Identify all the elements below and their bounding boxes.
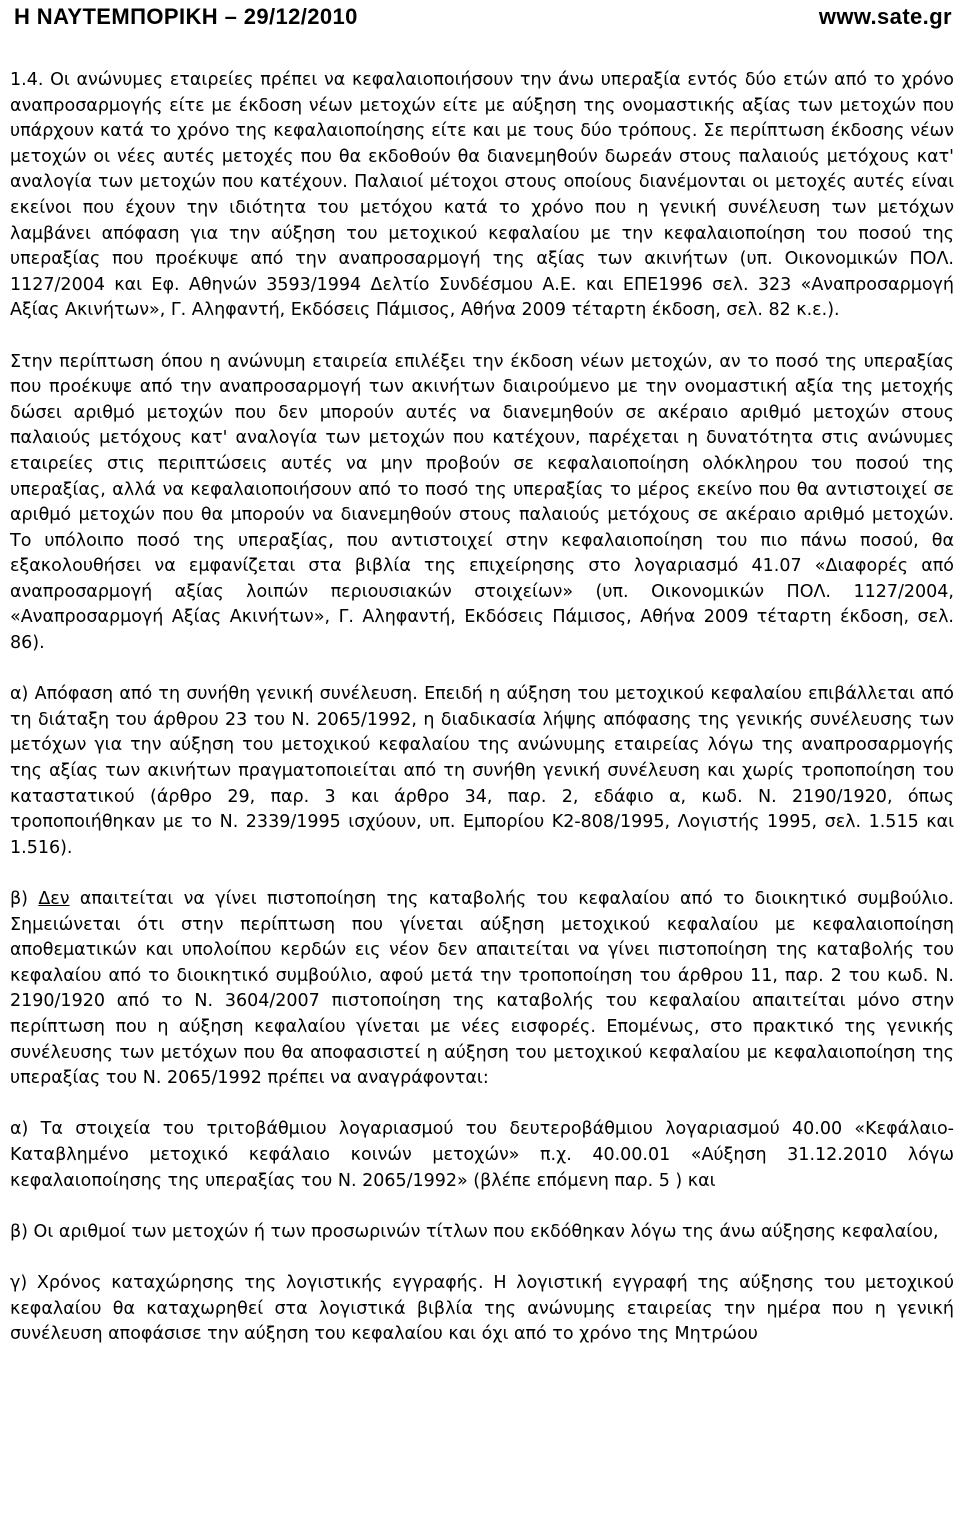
paragraph-account-details [10,1117,954,1194]
paragraph-text: 1.4. Οι ανώνυμες εταιρείες πρέπει να κεφαλαιοποιήσουν την άνω υπεραξία εντός δύο ετών από το χρόνο αναπροσαρμογής είτε με έκδοση νέων μετοχών είτε με αύξηση της ονομαστικής αξίας των μετοχών που υπάρχουν κατά το χρόνο της κεφαλαιοποίησης είτε και με τους δύο τρόπους. Σε περίπτωση έκδοσης νέων μετοχών οι νέες αυτές μετοχές που θα εκδοθούν θα διανεμηθούν δωρεάν στους παλαιούς μετόχους κατ' αναλογία των μετοχών που κατέχουν. Παλαιοί μέτοχοι στους οποίους διανέμονται οι μετοχές αυτές είναι εκείνοι που έχουν την ιδιότητα του μετόχου κατά το χρόνο που η γενική συνέλευση των μετόχων λαμβάνει απόφαση για την αύξηση του μετοχικού κεφαλαίου με την κεφαλαιοποίηση του ποσού της υπεραξίας που προέκυψε από την αναπροσαρμογή της αξίας των ακινήτων (υπ. Οικονομικών ΠΟΛ. 1127/2004 και Εφ. Αθηνών 3593/1994 Δελτίο Συνδέσμου Α.Ε. και ΕΠΕ1996 σελ. 323 «Αναπροσαρμογή Αξίας Ακινήτων», Γ. Αληφαντή, Εκδόσεις Πάμισος, Αθήνα 2009 τέταρτη έκδοση, σελ. 82 κ.ε.). [10,70,954,321]
paragraph-text: α) Τα στοιχεία του τριτοβάθμιου λογαριασμού του δευτεροβάθμιου λογαριασμού 40.00 «Κεφάλαιο-Καταβλημένο μετοχικό κεφάλαιο κοινών μετοχών» π.χ. 40.00.01 «Αύξηση 31.12.2010 λόγω κεφαλαιοποίησης της υπεραξίας του Ν. 2065/1992» (βλέπε επόμενη παρ. 5 ) και [10,1119,954,1191]
newspaper-title: Η ΝΑΥΤΕΜΠΟΡΙΚΗ – 29/12/2010 [14,4,358,29]
paragraph-no-certification [10,887,954,1092]
paragraph-text: β) Οι αριθμοί των μετοχών ή των προσωρινών τίτλων που εκδόθηκαν λόγω της άνω αύξησης κεφαλαίου, [10,1221,939,1242]
paragraph-general-meeting-decision [10,682,954,861]
underlined-word: Δεν [38,889,70,909]
paragraph-entry-timing [10,1271,954,1348]
page-header [0,0,960,34]
site-url: www.sate.gr [818,4,952,29]
paragraph-share-numbers [10,1220,954,1246]
paragraph-text: Στην περίπτωση όπου η ανώνυμη εταιρεία επιλέξει την έκδοση νέων μετοχών, αν το ποσό της υπεραξίας που προέκυψε από την αναπροσαρμογή των ακινήτων διαιρούμενο με την ονομαστική αξία της μετοχής δώσει αριθμό μετοχών που δεν μπορούν αυτές να διανεμηθούν σε ακέραιο αριθμό μετοχών στους παλαιούς μετόχους κατ' αναλογία των μετοχών που κατέχουν, παρέχεται η δυνατότητα στις ανώνυμες εταιρείες στις περιπτώσεις αυτές να μην προβούν σε κεφαλαιοποίηση ολόκληρου του ποσού της υπεραξίας, αλλά να κεφαλαιοποιήσουν από το ποσό της υπεραξίας το μέρος εκείνο που θα αντιστοιχεί σε αριθμό μετοχών που θα μπορούν να διανεμηθούν στους παλαιούς μετόχους σε ακέραιο αριθμό μετοχών. Το υπόλοιπο ποσό της υπεραξίας, που αντιστοιχεί στην κεφαλαιοποίηση του πιο πάνω ποσού, θα εξακολουθήσει να εμφανίζεται στα βιβλία της επιχείρησης στο λογαριασμό 41.07 «Διαφορές από αναπροσαρμογή αξίας λοιπών περιουσιακών στοιχείων» (υπ. Οικονομικών ΠΟΛ. 1127/2004, «Αναπροσαρμογή Αξίας Ακινήτων», Γ. Αληφαντή, Εκδόσεις Πάμισος, Αθήνα 2009 τέταρτη έκδοση, σελ. 86). [10,351,954,654]
paragraph-text: α) Απόφαση από τη συνήθη γενική συνέλευση. Επειδή η αύξηση του μετοχικού κεφαλαίου επιβάλλεται από τη διάταξη του άρθρου 23 του Ν. 2065/1992, η διαδικασία λήψης απόφασης της γενικής συνέλευσης των μετόχων για την αύξηση του μετοχικού κεφαλαίου της ανώνυμης εταιρείας λόγω της αναπροσαρμογής της αξίας των ακινήτων πραγματοποιείται από τη συνήθη γενική συνέλευση και χωρίς τροποποίηση του καταστατικού (άρθρο 29, παρ. 3 και άρθρο 34, παρ. 2, εδάφιο α, κωδ. Ν. 2190/1920, όπως τροποποιήθηκαν με το Ν. 2339/1995 ισχύουν, υπ. Εμπορίου Κ2-808/1995, Λογιστής 1995, σελ. 1.515 και 1.516). [10,684,954,858]
document-body [10,68,954,1348]
paragraph-new-shares-fraction [10,350,954,657]
paragraph-capitalization-deadline [10,68,954,324]
paragraph-text: γ) Χρόνος καταχώρησης της λογιστικής εγγραφής. Η λογιστική εγγραφή της αύξησης του μετοχικού κεφαλαίου θα καταχωρηθεί στα λογιστικά βιβλία της ανώνυμης εταιρείας την ημέρα που η γενική συνέλευση αποφάσισε την αύξηση του κεφαλαίου και όχι από το χρόνο της Μητρώου [10,1272,954,1345]
paragraph-prefix: β) [10,889,39,909]
paragraph-text: απαιτείται να γίνει πιστοποίηση της καταβολής του κεφαλαίου από το διοικητικό συμβούλιο. Σημειώνεται ότι στην περίπτωση που γίνεται αύξηση μετοχικού κεφαλαίου με κεφαλαιοποίηση αποθεματικών και υπολοίπου κερδών εις νέον δεν απαιτείται να γίνει πιστοποίηση της καταβολής του κεφαλαίου από το διοικητικό συμβούλιο, αφού μετά την τροποποίηση του άρθρου 11, παρ. 2 του κωδ. Ν. 2190/1920 από το Ν. 3604/2007 πιστοποίηση της καταβολής του κεφαλαίου απαιτείται μόνο στην περίπτωση που η αύξηση κεφαλαίου γίνεται με νέες εισφορές. Επομένως, στο πρακτικό της γενικής συνέλευσης των μετόχων που θα αποφασιστεί η αύξηση του μετοχικού κεφαλαίου με κεφαλαιοποίηση της υπεραξίας του Ν. 2065/1992 πρέπει να αναγράφονται: [10,889,954,1089]
